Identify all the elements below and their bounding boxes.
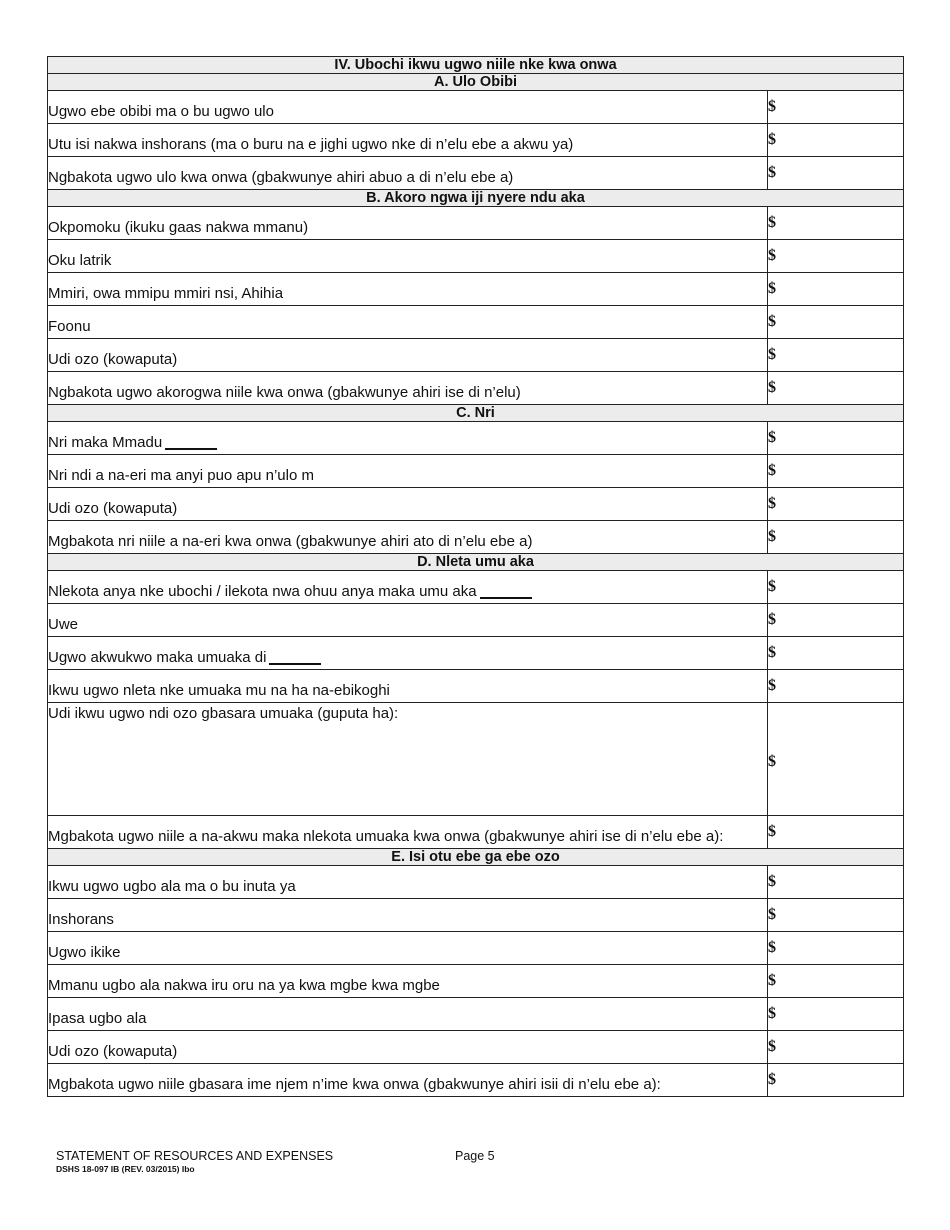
row-label: Udi ozo (kowaputa) <box>48 499 178 517</box>
row-label: Udi ozo (kowaputa) <box>48 1042 178 1060</box>
table-row <box>48 816 904 849</box>
footer <box>56 1149 333 1174</box>
table-row <box>48 488 904 521</box>
amount-field[interactable] <box>768 866 904 899</box>
dollar-sign: $ <box>768 823 776 840</box>
amount-field[interactable] <box>768 998 904 1031</box>
table-row <box>48 339 904 372</box>
table-row <box>48 604 904 637</box>
amount-field[interactable] <box>768 637 904 670</box>
row-label: Nlekota anya nke ubochi / ilekota nwa ohuu anya maka umu aka <box>48 582 477 600</box>
amount-field[interactable] <box>768 604 904 637</box>
row-label: Ngbakota ugwo akorogwa niile kwa onwa (gbakwunye ahiri ise di n’elu) <box>48 383 521 401</box>
dollar-sign: $ <box>768 247 776 264</box>
dollar-sign: $ <box>768 164 776 181</box>
section-d-header: D. Nleta umu aka <box>48 554 904 571</box>
dollar-sign: $ <box>768 495 776 512</box>
dollar-sign: $ <box>768 972 776 989</box>
table-row <box>48 455 904 488</box>
row-label: Ipasa ugbo ala <box>48 1009 147 1027</box>
expenses-table <box>47 56 904 1097</box>
table-row <box>48 91 904 124</box>
amount-field[interactable] <box>768 422 904 455</box>
row-label: Mgbakota ugwo niile a na-akwu maka nlekota umuaka kwa onwa (gbakwunye ahiri ise di n’elu ebe a): <box>48 827 724 845</box>
row-label: Inshorans <box>48 910 114 928</box>
form-title: STATEMENT OF RESOURCES AND EXPENSES <box>56 1149 334 1163</box>
table-row <box>48 207 904 240</box>
row-label: Mmanu ugbo ala nakwa iru oru na ya kwa mgbe kwa mgbe <box>48 976 440 994</box>
row-label: Ugwo ebe obibi ma o bu ugwo ulo <box>48 102 274 120</box>
dollar-sign: $ <box>768 280 776 297</box>
table-row <box>48 1064 904 1097</box>
amount-field[interactable] <box>768 670 904 703</box>
table-row <box>48 637 904 670</box>
dollar-sign: $ <box>768 873 776 890</box>
table-row <box>48 670 904 703</box>
dollar-sign: $ <box>768 906 776 923</box>
amount-field[interactable] <box>768 339 904 372</box>
row-label: Mgbakota nri niile a na-eri kwa onwa (gbakwunye ahiri ato di n’elu ebe a) <box>48 532 533 550</box>
dollar-sign: $ <box>768 611 776 628</box>
amount-field[interactable] <box>768 1064 904 1097</box>
fill-in-blank[interactable] <box>165 434 217 450</box>
amount-field[interactable] <box>768 207 904 240</box>
dollar-sign: $ <box>768 1071 776 1088</box>
amount-field[interactable] <box>768 816 904 849</box>
table-row <box>48 521 904 554</box>
amount-field[interactable] <box>768 91 904 124</box>
amount-field[interactable] <box>768 157 904 190</box>
row-label: Nri maka Mmadu <box>48 433 163 451</box>
page-number: Page 5 <box>455 1149 495 1163</box>
table-row <box>48 571 904 604</box>
row-label: Foonu <box>48 317 91 335</box>
amount-field[interactable] <box>768 521 904 554</box>
dollar-sign: $ <box>768 131 776 148</box>
table-row <box>48 240 904 273</box>
dollar-sign: $ <box>768 429 776 446</box>
table-row <box>48 422 904 455</box>
amount-field[interactable] <box>768 372 904 405</box>
row-label: Ikwu ugwo nleta nke umuaka mu na ha na-ebikoghi <box>48 681 390 699</box>
row-label: Mgbakota ugwo niile gbasara ime njem n’ime kwa onwa (gbakwunye ahiri isii di n’elu ebe a): <box>48 1075 661 1093</box>
section-b-header: B. Akoro ngwa iji nyere ndu aka <box>48 190 904 207</box>
amount-field[interactable] <box>768 703 904 816</box>
fill-in-blank[interactable] <box>269 649 321 665</box>
amount-field[interactable] <box>768 932 904 965</box>
table-row <box>48 932 904 965</box>
row-label: Oku latrik <box>48 251 112 269</box>
table-row <box>48 703 904 816</box>
dollar-sign: $ <box>768 1038 776 1055</box>
amount-field[interactable] <box>768 455 904 488</box>
amount-field[interactable] <box>768 1031 904 1064</box>
amount-field[interactable] <box>768 124 904 157</box>
amount-field[interactable] <box>768 965 904 998</box>
row-label: Mmiri, owa mmipu mmiri nsi, Ahihia <box>48 284 284 302</box>
table-row <box>48 306 904 339</box>
amount-field[interactable] <box>768 571 904 604</box>
dollar-sign: $ <box>768 379 776 396</box>
row-label: Udi ikwu ugwo ndi ozo gbasara umuaka (guputa ha): <box>48 705 399 722</box>
section-e-header: E. Isi otu ebe ga ebe ozo <box>48 849 904 866</box>
amount-field[interactable] <box>768 306 904 339</box>
dollar-sign: $ <box>768 528 776 545</box>
row-label: Ikwu ugwo ugbo ala ma o bu inuta ya <box>48 877 296 895</box>
dollar-sign: $ <box>768 644 776 661</box>
table-row <box>48 866 904 899</box>
dollar-sign: $ <box>768 677 776 694</box>
amount-field[interactable] <box>768 488 904 521</box>
table-row <box>48 899 904 932</box>
table-row <box>48 124 904 157</box>
table-row <box>48 998 904 1031</box>
amount-field[interactable] <box>768 240 904 273</box>
dollar-sign: $ <box>768 214 776 231</box>
table-row <box>48 965 904 998</box>
fill-in-blank[interactable] <box>480 583 532 599</box>
row-label: Ugwo akwukwo maka umuaka di <box>48 648 267 666</box>
dollar-sign: $ <box>768 462 776 479</box>
row-label: Ngbakota ugwo ulo kwa onwa (gbakwunye ahiri abuo a di n’elu ebe a) <box>48 168 514 186</box>
dollar-sign: $ <box>768 753 776 770</box>
row-label: Utu isi nakwa inshorans (ma o buru na e jighi ugwo nke di n’elu ebe a akwu ya) <box>48 135 574 153</box>
form-number: DSHS 18-097 IB (REV. 03/2015) Ibo <box>56 1164 195 1174</box>
section-c-header: C. Nri <box>48 405 904 422</box>
dollar-sign: $ <box>768 98 776 115</box>
row-label: Uwe <box>48 615 79 633</box>
row-label: Nri ndi a na-eri ma anyi puo apu n’ulo m <box>48 466 314 484</box>
dollar-sign: $ <box>768 346 776 363</box>
amount-field[interactable] <box>768 273 904 306</box>
section-a-header: A. Ulo Obibi <box>48 74 904 91</box>
table-row <box>48 1031 904 1064</box>
table-row <box>48 273 904 306</box>
dollar-sign: $ <box>768 313 776 330</box>
table-row <box>48 157 904 190</box>
dollar-sign: $ <box>768 578 776 595</box>
section-title: IV. Ubochi ikwu ugwo niile nke kwa onwa <box>48 57 904 74</box>
table-row <box>48 372 904 405</box>
amount-field[interactable] <box>768 899 904 932</box>
dollar-sign: $ <box>768 1005 776 1022</box>
row-label: Udi ozo (kowaputa) <box>48 350 178 368</box>
dollar-sign: $ <box>768 939 776 956</box>
other-childcare-textarea[interactable] <box>48 703 768 816</box>
row-label: Okpomoku (ikuku gaas nakwa mmanu) <box>48 218 309 236</box>
row-label: Ugwo ikike <box>48 943 121 961</box>
